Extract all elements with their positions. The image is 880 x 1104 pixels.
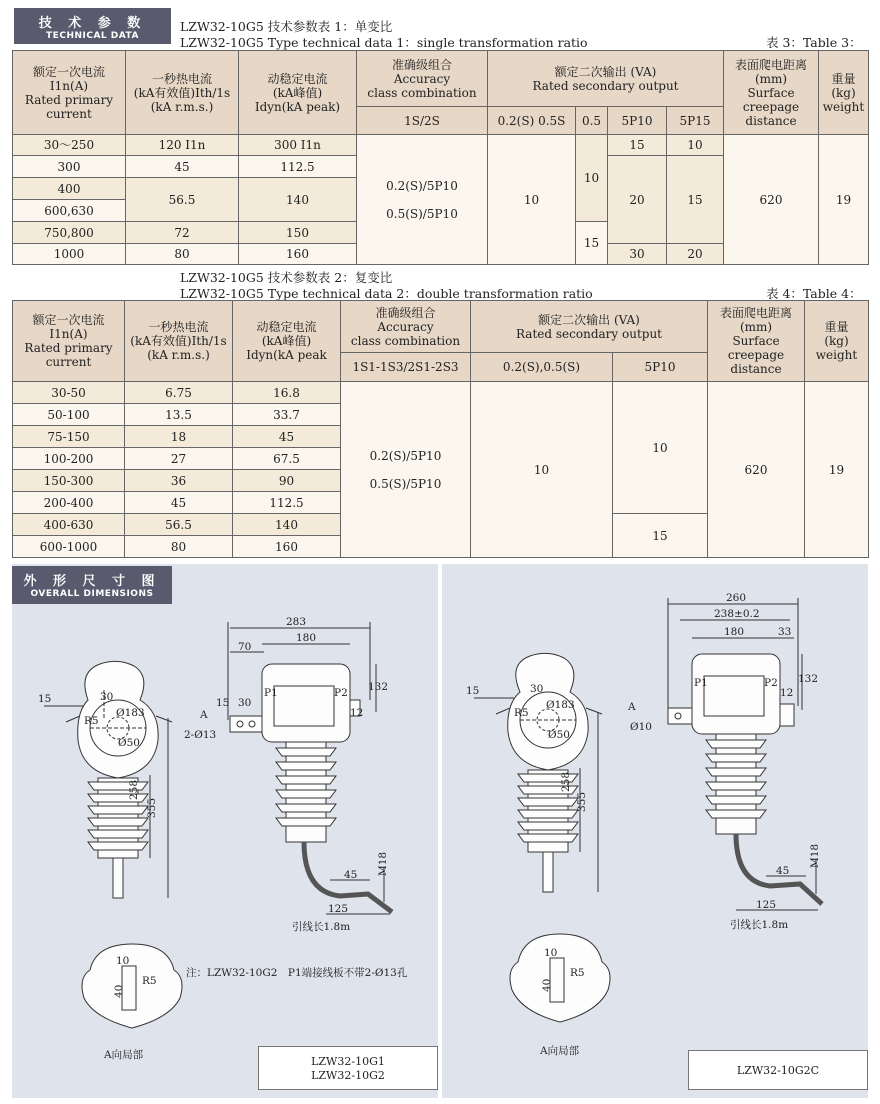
t1-out-05-cell: 15 — [576, 222, 608, 265]
t1-primary-cell: 1000 — [13, 244, 126, 265]
label-a: A — [628, 701, 636, 713]
drawing-note: 注：LZW32-10G2 P1端接线板不带2-Ø13孔 — [186, 967, 408, 979]
a-view-dim-40: 40 — [541, 978, 553, 992]
t2-header-dynamic: 动稳定电流 (kA峰值) Idyn(kA peak — [233, 301, 341, 382]
t2-primary-cell: 400-630 — [13, 514, 125, 536]
overall-dimensions-title-zh: 外 形 尺 寸 图 — [23, 574, 161, 589]
dim-33: 33 — [778, 626, 792, 638]
t2-header-output: 额定二次输出 (VA) Rated secondary output — [471, 301, 708, 353]
dim-70: 70 — [238, 641, 252, 653]
t1-out-5p10-cell: 15 — [608, 135, 667, 156]
t2-dynamic-cell: 16.8 — [233, 382, 341, 404]
dim-30: 30 — [100, 691, 114, 703]
dim-180: 180 — [296, 632, 317, 644]
a-view-outline — [82, 944, 182, 1028]
dim-r5: R5 — [84, 715, 99, 727]
t2-thermal-cell: 6.75 — [125, 382, 233, 404]
t2-primary-cell: 150-300 — [13, 470, 125, 492]
dim-diameter-183: Ø183 — [546, 699, 575, 711]
side-sheds — [276, 742, 336, 842]
t1-primary-cell: 300 — [13, 156, 126, 178]
side-sheds — [706, 734, 766, 834]
t2-header-accuracy: 准确级组合 Accuracy class combination — [341, 301, 471, 353]
t1-out-02-cell: 10 — [488, 135, 576, 265]
dim-132: 132 — [798, 673, 819, 685]
dim-260: 260 — [726, 592, 747, 604]
t1-out-5p10-cell: 20 — [608, 156, 667, 244]
dim-258: 258 — [560, 771, 572, 792]
t2-dynamic-cell: 112.5 — [233, 492, 341, 514]
t1-weight-cell: 19 — [819, 135, 869, 265]
dim-m18: M18 — [809, 843, 821, 868]
t2-creepage-cell: 620 — [708, 382, 805, 558]
a-view-outline — [510, 934, 610, 1022]
t2-thermal-cell: 56.5 — [125, 514, 233, 536]
model-box-left — [258, 1046, 438, 1090]
t2-thermal-cell: 80 — [125, 536, 233, 558]
t2-accuracy-cell: 0.2(S)/5P10 0.5(S)/5P10 — [341, 382, 471, 558]
dim-hole-10: Ø10 — [630, 721, 652, 733]
t1-dynamic-cell: 160 — [239, 244, 357, 265]
t2-thermal-cell: 18 — [125, 426, 233, 448]
t2-dynamic-cell: 33.7 — [233, 404, 341, 426]
side-head — [262, 664, 350, 742]
technical-data-header — [14, 8, 171, 44]
t2-header-thermal: 一秒热电流 (kA有效值)Ith/1s (kA r.m.s.) — [125, 301, 233, 382]
t1-header-output: 额定二次输出 (VA) Rated secondary output — [488, 51, 724, 107]
table-row — [13, 135, 869, 156]
t1-sub-accuracy: 1S/2S — [357, 107, 488, 135]
drawing-lzw32-10g1-g2 — [12, 564, 438, 1098]
t2-out-5p10-cell: 15 — [613, 514, 708, 558]
t2-primary-cell: 50-100 — [13, 404, 125, 426]
table2-title-en: LZW32-10G5 Type technical data 2：double transformation ratio — [180, 286, 593, 301]
t1-primary-cell: 750,800 — [13, 222, 126, 244]
t1-accuracy-cell: 0.2(S)/5P10 0.5(S)/5P10 — [357, 135, 488, 265]
t1-out-5p15-cell: 10 — [667, 135, 724, 156]
dim-30: 30 — [530, 683, 544, 695]
t1-out-5p10-cell: 30 — [608, 244, 667, 265]
t2-primary-cell: 100-200 — [13, 448, 125, 470]
dim-125: 125 — [756, 899, 777, 911]
dim-diameter-50: Ø50 — [118, 737, 140, 749]
dim-355: 355 — [146, 797, 158, 818]
dim-12: 12 — [350, 707, 364, 719]
label-a: A — [200, 709, 208, 721]
dim-355: 355 — [576, 791, 588, 812]
t2-thermal-cell: 13.5 — [125, 404, 233, 426]
t1-thermal-cell: 56.5 — [126, 178, 239, 222]
a-view-label: A向局部 — [104, 1049, 144, 1061]
t2-primary-cell: 75-150 — [13, 426, 125, 448]
model-lzw32-10g2: LZW32-10G2 — [311, 1069, 385, 1082]
t1-sub-out-5p10: 5P10 — [608, 107, 667, 135]
t2-header-creepage: 表面爬电距离 (mm) Surface creepage distance — [708, 301, 805, 382]
dim-diameter-50: Ø50 — [548, 729, 570, 741]
t1-dynamic-cell: 140 — [239, 178, 357, 222]
t1-sub-out-02: 0.2(S) 0.5S — [488, 107, 576, 135]
technical-data-title-en: TECHNICAL DATA — [46, 31, 139, 41]
model-lzw32-10g2c: LZW32-10G2C — [736, 1064, 820, 1077]
t2-out-5p10-cell: 10 — [613, 382, 708, 514]
t1-dynamic-cell: 112.5 — [239, 156, 357, 178]
t2-thermal-cell: 36 — [125, 470, 233, 492]
t1-dynamic-cell: 150 — [239, 222, 357, 244]
t2-header-primary: 额定一次电流 I1n(A) Rated primary current — [13, 301, 125, 382]
overall-dimensions-title-en: OVERALL DIMENSIONS — [30, 589, 154, 599]
t1-thermal-cell: 72 — [126, 222, 239, 244]
dim-45: 45 — [344, 869, 358, 881]
a-view-dim-40: 40 — [113, 984, 125, 998]
terminal-plate-p2 — [780, 704, 794, 726]
table2-label: 表 4：Table 4： — [766, 286, 862, 301]
drawing-lzw32-10g2c — [442, 564, 868, 1098]
t1-header-thermal: 一秒热电流 (kA有效值)Ith/1s (kA r.m.s.) — [126, 51, 239, 135]
t2-sub-out-5p10: 5P10 — [613, 353, 708, 382]
table1 — [12, 50, 869, 265]
t1-header-primary: 额定一次电流 I1n(A) Rated primary current — [13, 51, 126, 135]
t1-dynamic-cell: 300 I1n — [239, 135, 357, 156]
a-view-dim-10: 10 — [116, 955, 130, 967]
lead-length: 引线长1.8m — [730, 919, 789, 931]
dim-15: 15 — [466, 685, 480, 697]
dim-125: 125 — [328, 903, 349, 915]
dim-283: 283 — [286, 616, 307, 628]
technical-data-title-zh: 技 术 参 数 — [38, 16, 147, 31]
terminal-plate-p1 — [230, 716, 262, 732]
t2-primary-cell: 600-1000 — [13, 536, 125, 558]
t1-thermal-cell: 120 I1n — [126, 135, 239, 156]
t1-out-05-cell: 10 — [576, 135, 608, 222]
t2-header-weight: 重量 (kg) weight — [805, 301, 869, 382]
label-p1: P1 — [694, 677, 708, 689]
t2-dynamic-cell: 67.5 — [233, 448, 341, 470]
t1-header-accuracy: 准确级组合 Accuracy class combination — [357, 51, 488, 107]
model-box-right — [688, 1050, 868, 1090]
t1-primary-cell: 30～250 — [13, 135, 126, 156]
dim-15: 15 — [38, 693, 52, 705]
dim-132: 132 — [368, 681, 389, 693]
terminal-plate-p1 — [668, 708, 692, 724]
dim-diameter-183: Ø183 — [116, 707, 145, 719]
t2-dynamic-cell: 140 — [233, 514, 341, 536]
model-lzw32-10g1: LZW32-10G1 — [311, 1055, 385, 1068]
t2-thermal-cell: 27 — [125, 448, 233, 470]
t2-weight-cell: 19 — [805, 382, 869, 558]
dim-258: 258 — [128, 779, 140, 800]
label-p2: P2 — [334, 687, 348, 699]
a-view-dim-r5: R5 — [142, 975, 157, 987]
dim-180: 180 — [724, 626, 745, 638]
t2-dynamic-cell: 90 — [233, 470, 341, 492]
t2-sub-out-02: 0.2(S),0.5(S) — [471, 353, 613, 382]
t1-sub-out-05: 0.5 — [576, 107, 608, 135]
t2-thermal-cell: 45 — [125, 492, 233, 514]
t2-out-02-cell: 10 — [471, 382, 613, 558]
a-view-label: A向局部 — [540, 1045, 580, 1057]
t2-primary-cell: 30-50 — [13, 382, 125, 404]
t2-sub-accuracy: 1S1-1S3/2S1-2S3 — [341, 353, 471, 382]
t1-thermal-cell: 45 — [126, 156, 239, 178]
label-p1: P1 — [264, 687, 278, 699]
dim-12: 12 — [780, 687, 794, 699]
dim-r5: R5 — [514, 707, 529, 719]
t1-sub-out-5p15: 5P15 — [667, 107, 724, 135]
table2-title-zh: LZW32-10G5 技术参数表 2：复变比 — [180, 270, 393, 285]
t2-primary-cell: 200-400 — [13, 492, 125, 514]
lead-length: 引线长1.8m — [292, 921, 351, 933]
table1-title-en: LZW32-10G5 Type technical data 1：single transformation ratio — [180, 35, 588, 50]
t1-out-5p15-cell: 20 — [667, 244, 724, 265]
side-dim-15: 15 — [216, 697, 230, 709]
dim-45: 45 — [776, 865, 790, 877]
t1-header-creepage: 表面爬电距离 (mm) Surface creepage distance — [724, 51, 819, 135]
t1-header-weight: 重量 (kg) weight — [819, 51, 869, 135]
side-dim-30: 30 — [238, 697, 252, 709]
t1-header-dynamic: 动稳定电流 (kA峰值) Idyn(kA peak) — [239, 51, 357, 135]
label-p2: P2 — [764, 677, 778, 689]
table-row — [13, 382, 869, 404]
side-head — [692, 654, 780, 734]
t1-primary-cell: 400 — [13, 178, 126, 200]
dim-m18: M18 — [377, 851, 389, 876]
t2-dynamic-cell: 160 — [233, 536, 341, 558]
t1-out-5p15-cell: 15 — [667, 156, 724, 244]
t1-thermal-cell: 80 — [126, 244, 239, 265]
dim-238: 238±0.2 — [714, 608, 760, 620]
table2 — [12, 300, 869, 558]
a-view-dim-10: 10 — [544, 947, 558, 959]
t2-dynamic-cell: 45 — [233, 426, 341, 448]
t1-creepage-cell: 620 — [724, 135, 819, 265]
t1-primary-cell: 600,630 — [13, 200, 126, 222]
dim-hole-2-13: 2-Ø13 — [184, 729, 217, 741]
table1-title-zh: LZW32-10G5 技术参数表 1：单变比 — [180, 19, 393, 34]
table1-label: 表 3：Table 3： — [766, 35, 862, 50]
a-view-dim-r5: R5 — [570, 967, 585, 979]
